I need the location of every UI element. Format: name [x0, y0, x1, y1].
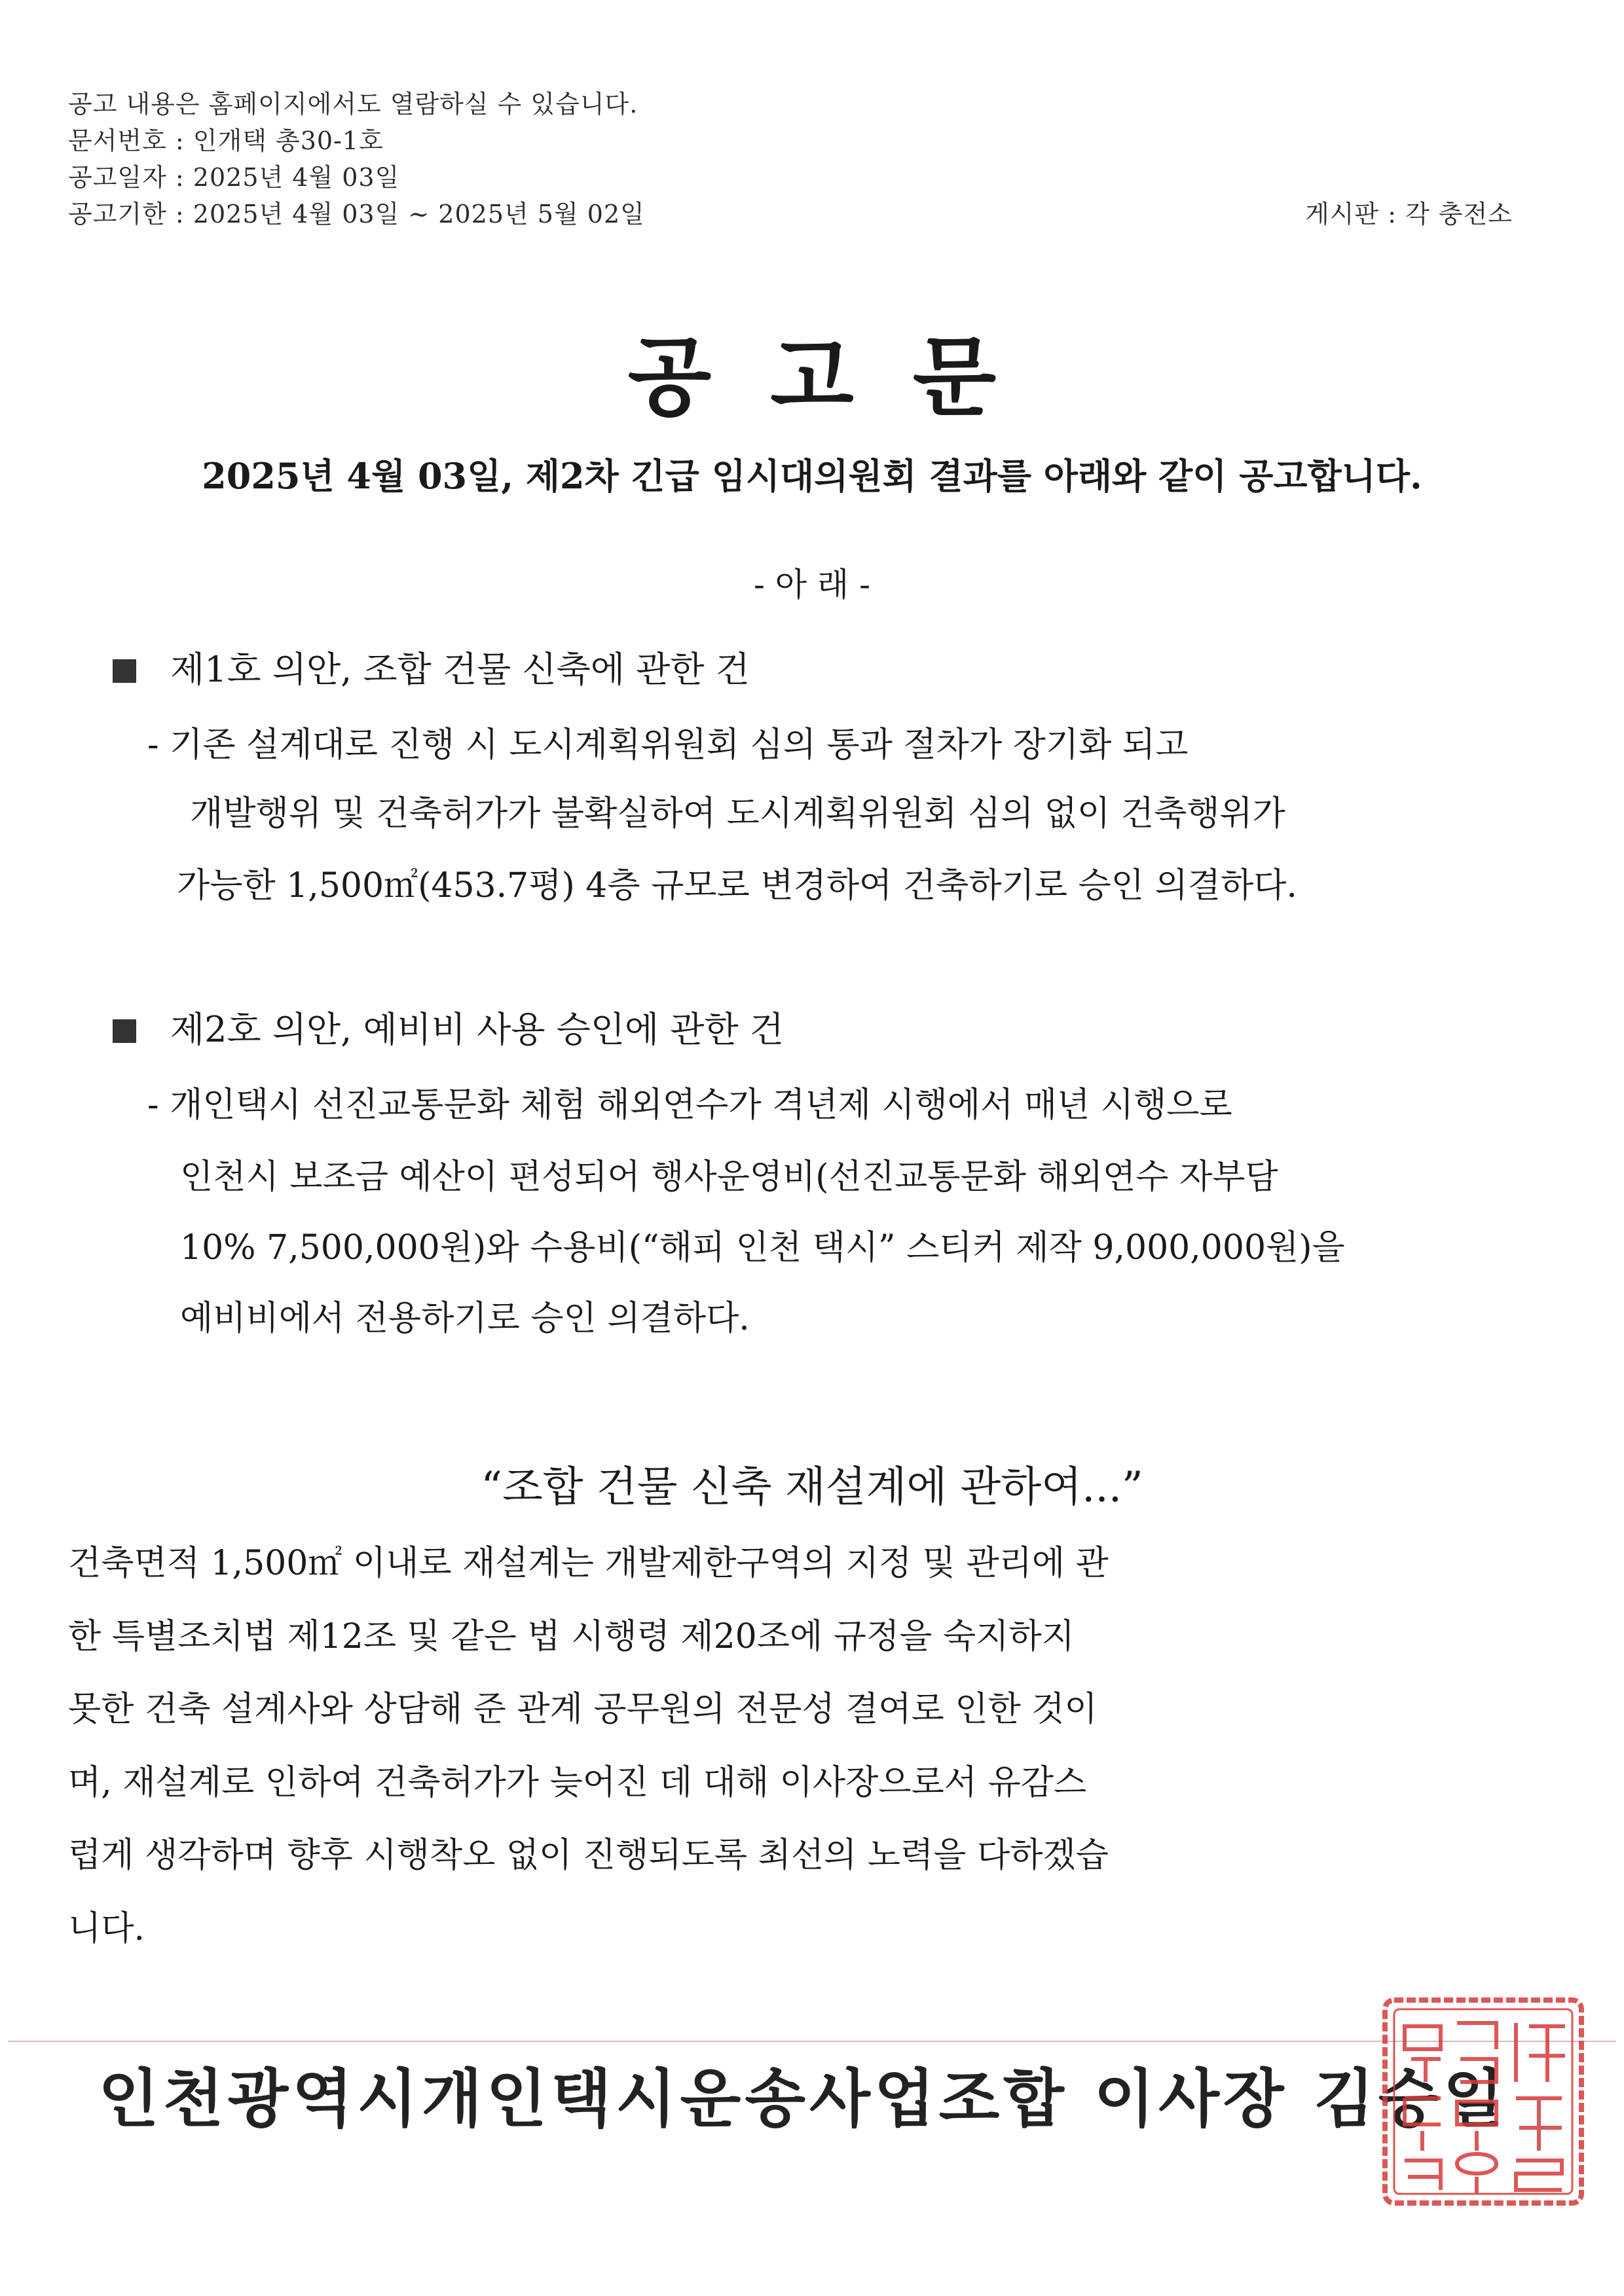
quote-heading: “조합 건물 신축 재설계에 관하여...”: [481, 1463, 1143, 1512]
body-line-6: 니다.: [68, 1909, 145, 1948]
official-seal: [1378, 1994, 1588, 2210]
agenda-2-line-4: 예비비에서 전용하기로 승인 의결하다.: [180, 1299, 750, 1338]
agenda-1-line-2: 개발행위 및 건축허가가 불확실하여 도시계획위원회 심의 없이 건축행위가: [190, 794, 1285, 833]
agenda-heading-text: 제2호 의안, 예비비 사용 승인에 관한 건: [170, 1009, 784, 1050]
agenda-2-line-2: 인천시 보조금 예산이 편성되어 행사운영비(선진교통문화 해외연수 자부담: [180, 1157, 1278, 1197]
document-number: 문서번호 : 인개택 총30-1호: [68, 126, 384, 155]
agenda-heading-text: 제1호 의안, 조합 건물 신축에 관한 건: [170, 649, 750, 690]
square-bullet-icon: [113, 659, 136, 683]
body-line-2: 한 특별조치법 제12조 및 같은 법 시행령 제20조에 규정을 숙지하지: [68, 1617, 1075, 1656]
signature-line: 인천광역시개인택시운송사업조합 이사장 김승일: [98, 2062, 1508, 2136]
agenda-2-line-1: - 개인택시 선진교통문화 체험 해외연수가 격년제 시행에서 매년 시행으로: [147, 1085, 1232, 1125]
body-line-1: 건축면적 1,500㎡ 이내로 재설계는 개발제한구역의 지정 및 관리에 관: [68, 1544, 1109, 1583]
notice-period: 공고기한 : 2025년 4월 03일 ~ 2025년 5월 02일: [68, 200, 645, 228]
body-line-5: 럽게 생각하며 향후 시행착오 없이 진행되도록 최선의 노력을 다하겠습: [68, 1836, 1109, 1875]
below-marker: - 아 래 -: [753, 566, 871, 604]
signature-divider: [8, 2041, 1616, 2042]
body-line-4: 며, 재설계로 인하여 건축허가가 늦어진 데 대해 이사장으로서 유감스: [68, 1763, 1087, 1802]
square-bullet-icon: [113, 1019, 136, 1043]
agenda-2-line-3: 10% 7,500,000원)와 수용비(“해피 인천 택시” 스티커 제작 9,000,000원)을: [180, 1228, 1345, 1267]
agenda-1-line-3: 가능한 1,500㎡(453.7평) 4층 규모로 변경하여 건축하기로 승인 의결하다.: [177, 866, 1297, 905]
body-line-3: 못한 건축 설계사와 상담해 준 관계 공무원의 전문성 결여로 인한 것이: [68, 1690, 1098, 1729]
page-title: 공고문: [627, 327, 1056, 428]
agenda-heading-2: [113, 1002, 784, 1052]
bulletin-board: 게시판 : 각 충전소: [1305, 200, 1513, 228]
agenda-1-line-1: - 기존 설계대로 진행 시 도시계획위원회 심의 통과 절차가 장기화 되고: [147, 725, 1189, 765]
seal-stamp-icon: [1378, 1994, 1588, 2210]
notice-online-text: 공고 내용은 홈페이지에서도 열람하실 수 있습니다.: [68, 90, 638, 118]
notice-date: 공고일자 : 2025년 4월 03일: [68, 163, 400, 192]
intro-statement: 2025년 4월 03일, 제2차 긴급 임시대의원회 결과를 아래와 같이 공고합니다.: [202, 455, 1422, 497]
agenda-heading-1: [113, 642, 750, 692]
